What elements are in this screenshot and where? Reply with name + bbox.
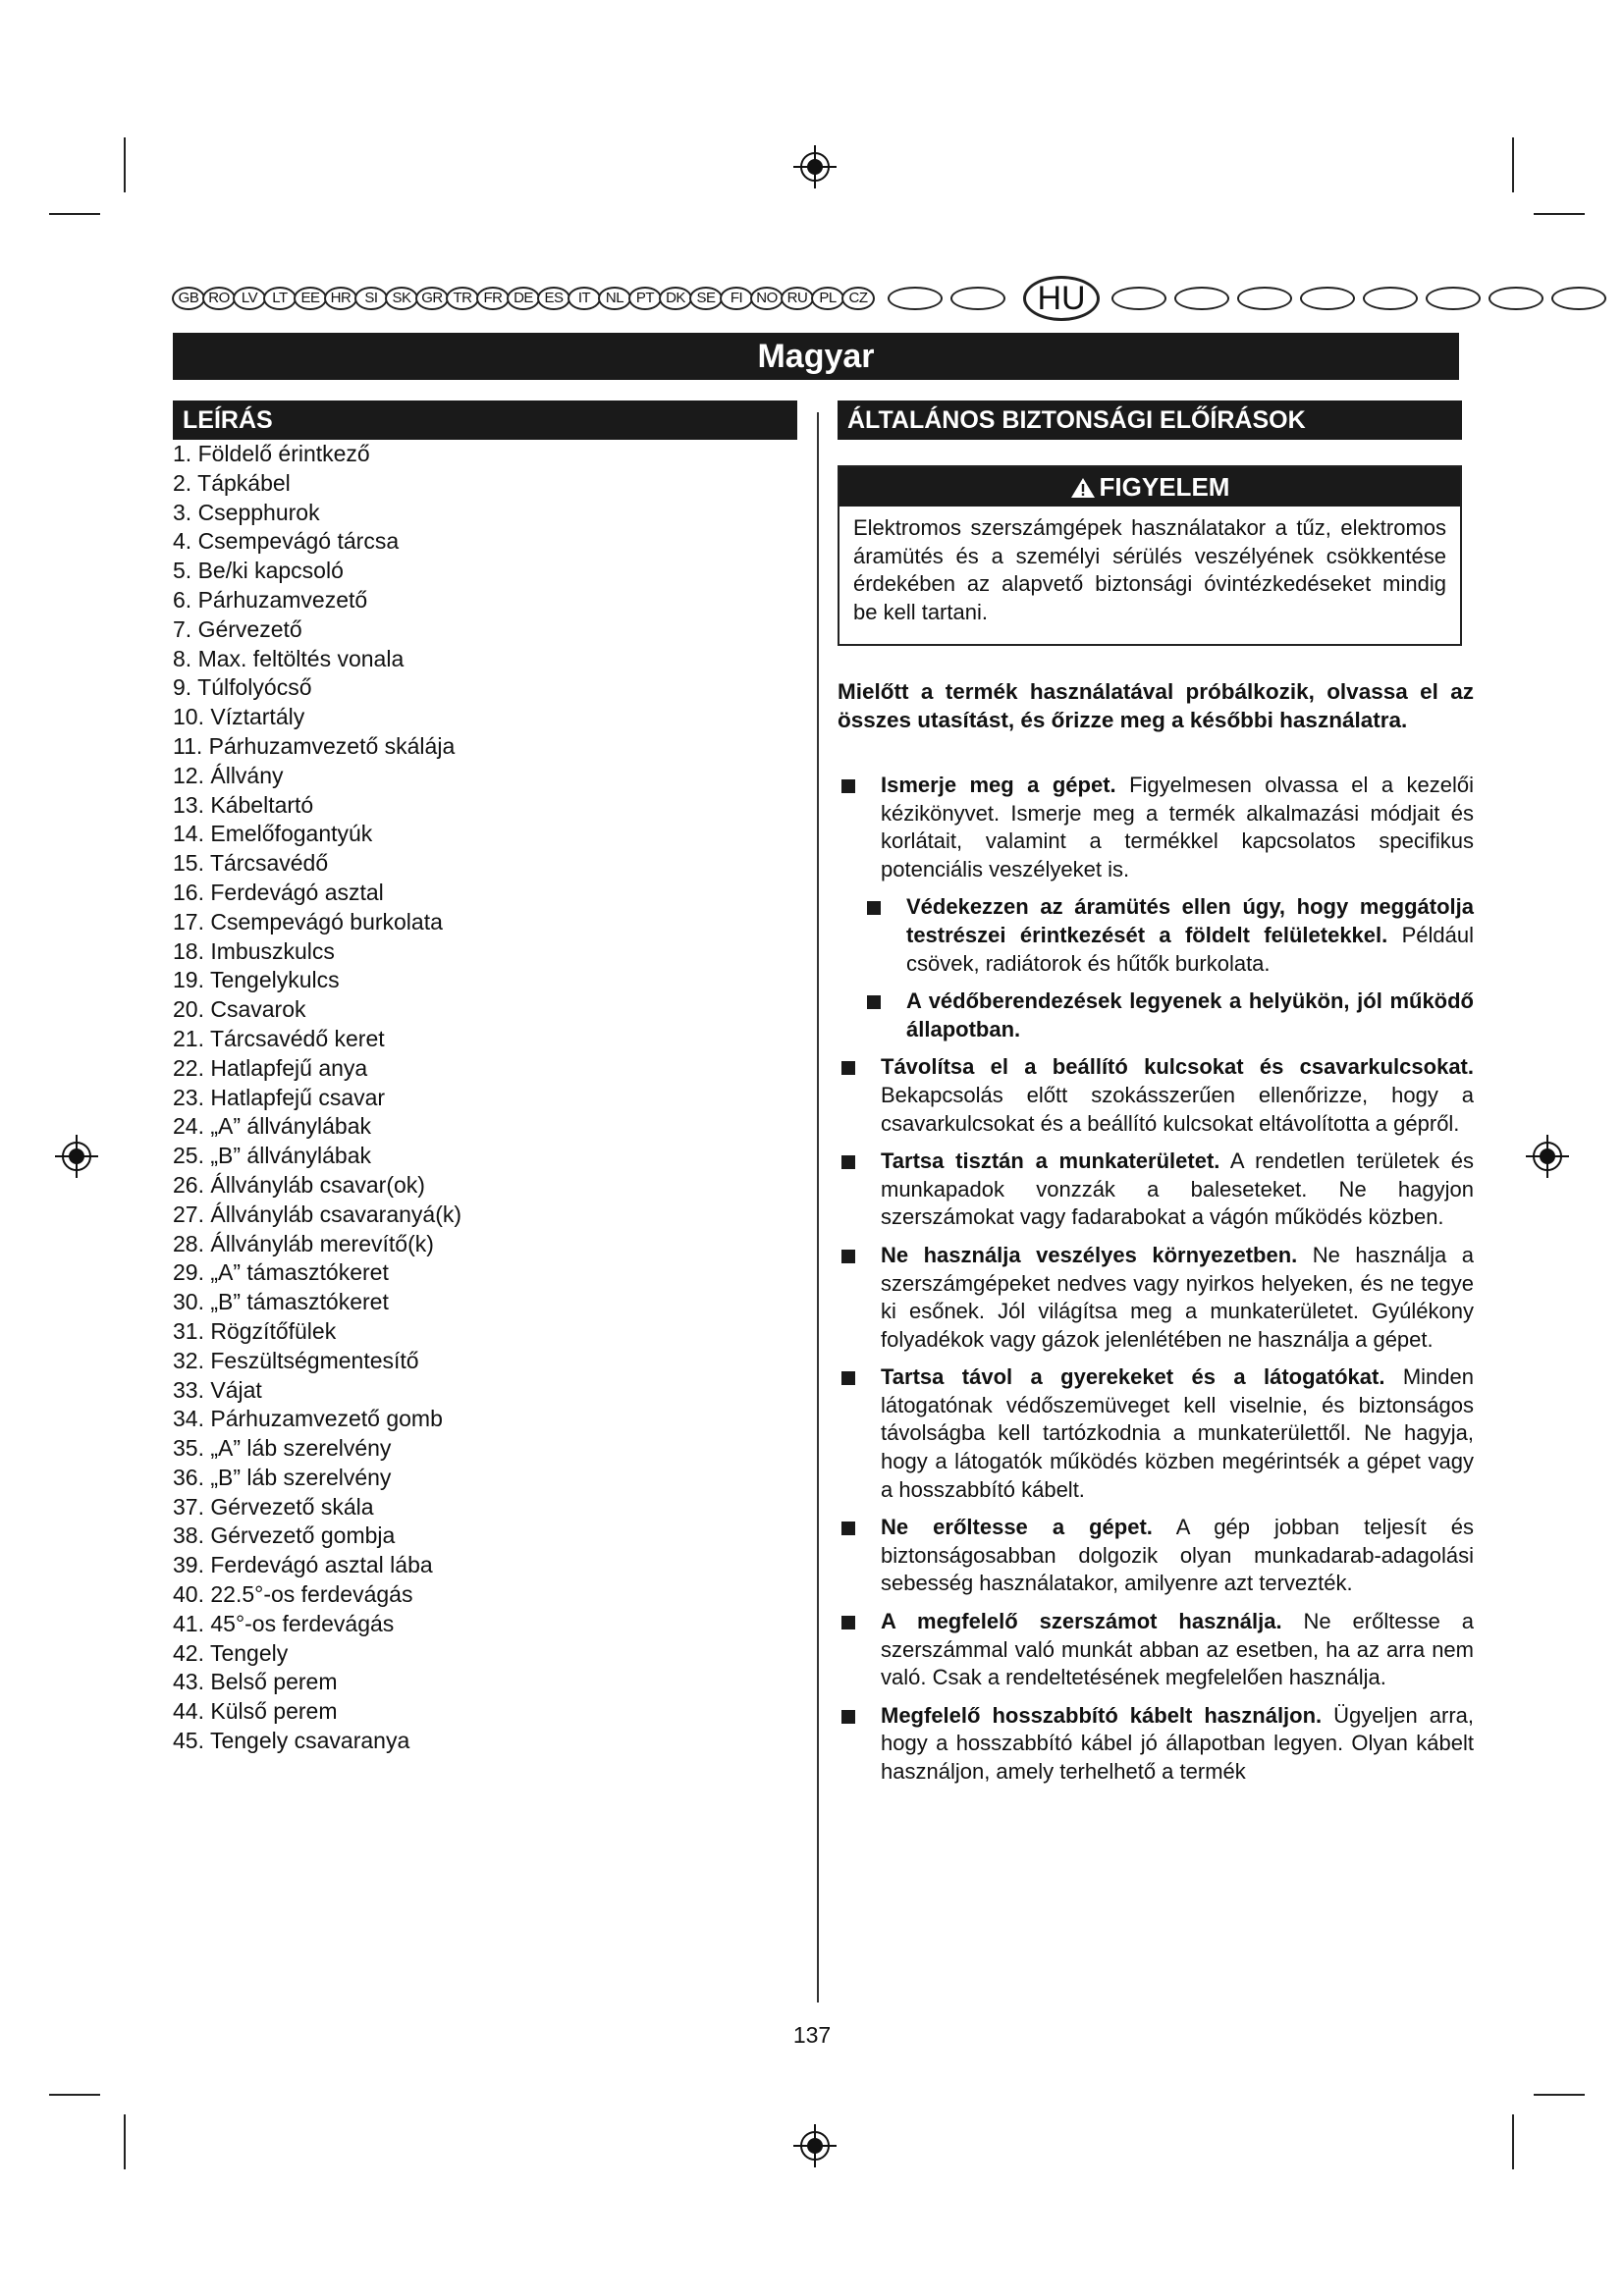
- parts-list-item: 8. Max. feltöltés vonala: [173, 645, 405, 671]
- parts-list-item: 35. „A” láb szerelvény: [173, 1435, 392, 1462]
- language-tab-empty: [1300, 287, 1355, 310]
- language-tab-empty: [888, 287, 943, 310]
- language-tabs: [172, 276, 1614, 321]
- parts-list-item: 24. „A” állványlábak: [173, 1113, 371, 1140]
- safety-rule: [838, 772, 1474, 883]
- rule-title: Ismerje meg a gépet.: [881, 773, 1116, 797]
- parts-list-item: 36. „B” láb szerelvény: [173, 1464, 392, 1490]
- language-tab: RO: [202, 287, 236, 310]
- language-tab: HR: [324, 287, 357, 310]
- warning-title: FIGYELEM: [1099, 472, 1230, 502]
- safety-rule: [838, 1148, 1474, 1232]
- language-tab: LT: [263, 287, 297, 310]
- registration-mark-icon: [793, 2124, 837, 2167]
- language-tab-empty: [950, 287, 1005, 310]
- rule-title: Ne használja veszélyes környezetben.: [881, 1242, 1298, 1267]
- warning-text: Elektromos szerszámgépek használatakor a tűz, elektromos áramütés és a személyi sérülés veszélyének csökkentése érdekében az alapvető biztonsági óvintézkedéseket mindig be kell tartani.: [853, 515, 1446, 624]
- safety-rule: [838, 1608, 1474, 1692]
- warning-header: [839, 467, 1460, 507]
- rule-title: Tartsa tisztán a munkaterületet.: [881, 1148, 1220, 1174]
- language-tab: FR: [476, 287, 510, 310]
- bullet-icon: [841, 779, 855, 793]
- rule-text: Figyelmesen olvassa el a kezelői kézikönyvet. Ismerje meg a termék alkalmazási módjait és korlátait, valamint a termékkel kapcsolatos specifikus potenciális veszélyeket is.: [881, 773, 1474, 881]
- rule-text: A rendetlen területek és munkapadok vonzzák a baleseteket. Ne hagyjon szerszámokat vagy fadarabokat a vágón működés közben.: [881, 1148, 1474, 1230]
- parts-list-item: 15. Tárcsavédő: [173, 850, 329, 877]
- page-title: Magyar: [173, 333, 1459, 380]
- language-tab: GB: [172, 287, 205, 310]
- rule-title: Megfelelő hosszabbító kábelt használjon.: [881, 1702, 1323, 1728]
- language-tab-empty: [1111, 287, 1166, 310]
- crop-mark: [1534, 2094, 1585, 2096]
- page-number: 137: [792, 2022, 832, 2048]
- parts-list-item: 27. Állványláb csavaranyá(k): [173, 1201, 462, 1227]
- parts-list-item: 3. Csepphurok: [173, 499, 320, 525]
- parts-list-item: 14. Emelőfogantyúk: [173, 821, 373, 847]
- parts-list-item: 28. Állványláb merevítő(k): [173, 1230, 434, 1256]
- safety-rule: [863, 893, 1474, 978]
- language-tab: SK: [385, 287, 418, 310]
- bullet-icon: [841, 1371, 855, 1385]
- registration-mark-icon: [1526, 1135, 1569, 1178]
- parts-list-item: 21. Tárcsavédő keret: [173, 1025, 385, 1051]
- bullet-icon: [841, 1250, 855, 1263]
- parts-list-item: 25. „B” állványlábak: [173, 1143, 371, 1169]
- rule-title: A megfelelő szerszámot használja.: [881, 1609, 1282, 1634]
- language-tab: RU: [781, 287, 814, 310]
- bullet-icon: [841, 1710, 855, 1724]
- rule-text: A gép jobban teljesít és biztonságosabban dolgozik olyan munkadarab-adagolási sebesség használatakor, amilyenre azt tervezték.: [881, 1515, 1474, 1596]
- language-tab: CZ: [841, 287, 875, 310]
- language-tab: DE: [507, 287, 540, 310]
- rule-text: Ne használja a szerszámgépeket nedves vagy nyirkos helyeken, és ne tegye ki esőnek. Jól világítsa meg a munkaterületet. Gyúlékony folyadékok vagy gázok jelenlétében ne használja a gépet.: [881, 1242, 1474, 1352]
- bullet-icon: [867, 901, 881, 915]
- parts-list-item: 40. 22.5°-os ferdevágás: [173, 1581, 413, 1608]
- parts-list: [173, 440, 461, 1756]
- column-divider: [817, 412, 819, 2002]
- safety-rules: [838, 772, 1474, 1796]
- language-tab: GR: [415, 287, 449, 310]
- parts-list-item: 33. Vájat: [173, 1376, 262, 1403]
- language-tab: FI: [720, 287, 753, 310]
- parts-list-item: 23. Hatlapfejű csavar: [173, 1084, 386, 1110]
- parts-list-item: 1. Földelő érintkező: [173, 441, 370, 466]
- parts-list-item: 12. Állvány: [173, 762, 284, 788]
- parts-list-item: 17. Csempevágó burkolata: [173, 908, 443, 934]
- parts-list-item: 7. Gérvezető: [173, 615, 302, 642]
- language-tab-empty: [1489, 287, 1543, 310]
- bullet-icon: [841, 1616, 855, 1629]
- parts-list-item: 41. 45°-os ferdevágás: [173, 1610, 395, 1636]
- language-tab: PT: [628, 287, 662, 310]
- parts-list-item: 18. Imbuszkulcs: [173, 937, 335, 964]
- crop-mark: [124, 2114, 126, 2169]
- parts-list-item: 34. Párhuzamvezető gomb: [173, 1406, 443, 1432]
- parts-list-item: 20. Csavarok: [173, 996, 306, 1023]
- parts-list-item: 6. Párhuzamvezető: [173, 586, 368, 613]
- safety-rule: [863, 988, 1474, 1043]
- parts-list-item: 38. Gérvezető gombja: [173, 1522, 396, 1549]
- bullet-icon: [841, 1061, 855, 1075]
- safety-rule: [838, 1514, 1474, 1598]
- safety-rule: [838, 1242, 1474, 1354]
- crop-mark: [124, 137, 126, 192]
- warning-box: [838, 465, 1462, 646]
- language-tab: EE: [294, 287, 327, 310]
- safety-intro: Mielőtt a termék használatával próbálkozik, olvassa el az összes utasítást, és őrizze meg a későbbi használatra.: [838, 679, 1474, 732]
- parts-list-item: 11. Párhuzamvezető skálája: [173, 732, 456, 759]
- parts-list-item: 16. Ferdevágó asztal: [173, 879, 384, 905]
- bullet-icon: [841, 1155, 855, 1169]
- rule-text: Bekapcsolás előtt szokásszerűen ellenőrizze, hogy a csavarkulcsokat és a beállító kulcsokat eltávolította a gépről.: [881, 1082, 1474, 1136]
- rule-text: Ne erőltesse a szerszámmal való munkát abban az esetben, ha az arra nem való. Csak a rendeltetésének megfelelően használja.: [881, 1609, 1474, 1690]
- parts-list-item: 37. Gérvezető skála: [173, 1493, 374, 1520]
- parts-list-item: 45. Tengely csavaranya: [173, 1728, 410, 1754]
- language-tab: DK: [659, 287, 692, 310]
- bullet-icon: [867, 995, 881, 1009]
- parts-list-item: 26. Állványláb csavar(ok): [173, 1171, 425, 1198]
- safety-rule: [838, 1363, 1474, 1504]
- language-tab: NL: [598, 287, 631, 310]
- language-tab: ES: [537, 287, 570, 310]
- parts-list-item: 31. Rögzítőfülek: [173, 1317, 337, 1344]
- crop-mark: [1534, 213, 1585, 215]
- parts-list-item: 44. Külső perem: [173, 1698, 338, 1725]
- language-tab-empty: [1551, 287, 1606, 310]
- language-tab-empty: [1237, 287, 1292, 310]
- warning-triangle-icon: [1070, 477, 1096, 499]
- language-tab: PL: [811, 287, 844, 310]
- registration-mark-icon: [55, 1135, 98, 1178]
- parts-list-item: 43. Belső perem: [173, 1669, 338, 1695]
- crop-mark: [49, 2094, 100, 2096]
- parts-list-item: 4. Csempevágó tárcsa: [173, 528, 400, 555]
- safety-rule: [838, 1702, 1474, 1787]
- parts-list-item: 19. Tengelykulcs: [173, 967, 340, 993]
- current-language-tab: HU: [1023, 276, 1100, 321]
- parts-list-item: 30. „B” támasztókeret: [173, 1289, 389, 1315]
- parts-list-item: 10. Víztartály: [173, 704, 305, 730]
- rule-title: Távolítsa el a beállító kulcsokat és csavarkulcsokat.: [881, 1054, 1474, 1080]
- safety-heading: ÁLTALÁNOS BIZTONSÁGI ELŐÍRÁSOK: [838, 400, 1462, 440]
- parts-list-item: 29. „A” támasztókeret: [173, 1259, 389, 1286]
- rule-title: Védekezzen az áramütés ellen úgy, hogy meggátolja testrészei érintkezését a földelt felületekkel.: [906, 894, 1474, 947]
- language-tab-empty: [1426, 287, 1481, 310]
- language-tab: LV: [233, 287, 266, 310]
- crop-mark: [49, 213, 100, 215]
- parts-list-item: 42. Tengely: [173, 1639, 289, 1666]
- rule-title: Ne erőltesse a gépet.: [881, 1515, 1153, 1540]
- bullet-icon: [841, 1522, 855, 1535]
- registration-mark-icon: [793, 145, 837, 188]
- parts-list-item: 5. Be/ki kapcsoló: [173, 558, 344, 584]
- rule-text: Például csövek, radiátorok és hűtők burkolata.: [906, 922, 1474, 976]
- parts-list-item: 22. Hatlapfejű anya: [173, 1054, 368, 1081]
- parts-list-item: 13. Kábeltartó: [173, 791, 314, 818]
- language-tab: NO: [750, 287, 784, 310]
- crop-mark: [1512, 137, 1514, 192]
- language-tab-empty: [1363, 287, 1418, 310]
- language-tab: SE: [689, 287, 723, 310]
- rule-text: Minden látogatónak védőszemüveget kell viselnie, és biztonságos távolságba kell tartózkodnia a munkaterülettől. Ne hagyja, hogy a látogatók működés közben megérintsék a gépet vagy a hosszabbító kábelt.: [881, 1364, 1474, 1502]
- language-tab: SI: [354, 287, 388, 310]
- language-tab: IT: [568, 287, 601, 310]
- rule-title: A védőberendezések legyenek a helyükön, jól működő állapotban.: [906, 988, 1474, 1041]
- rule-text: Ügyeljen arra, hogy a hosszabbító kábel jó állapotban legyen. Olyan kábelt használjon, amely terhelhető a termék: [881, 1702, 1474, 1784]
- parts-list-item: 39. Ferdevágó asztal lába: [173, 1552, 433, 1578]
- crop-mark: [1512, 2114, 1514, 2169]
- parts-list-item: 9. Túlfolyócső: [173, 674, 312, 701]
- language-tab-empty: [1174, 287, 1229, 310]
- rule-title: Tartsa távol a gyerekeket és a látogatókat.: [881, 1364, 1385, 1390]
- parts-list-item: 2. Tápkábel: [173, 469, 291, 496]
- safety-rule: [838, 1053, 1474, 1138]
- parts-list-item: 32. Feszültségmentesítő: [173, 1347, 419, 1373]
- language-tab: TR: [446, 287, 479, 310]
- description-heading: LEÍRÁS: [173, 400, 797, 440]
